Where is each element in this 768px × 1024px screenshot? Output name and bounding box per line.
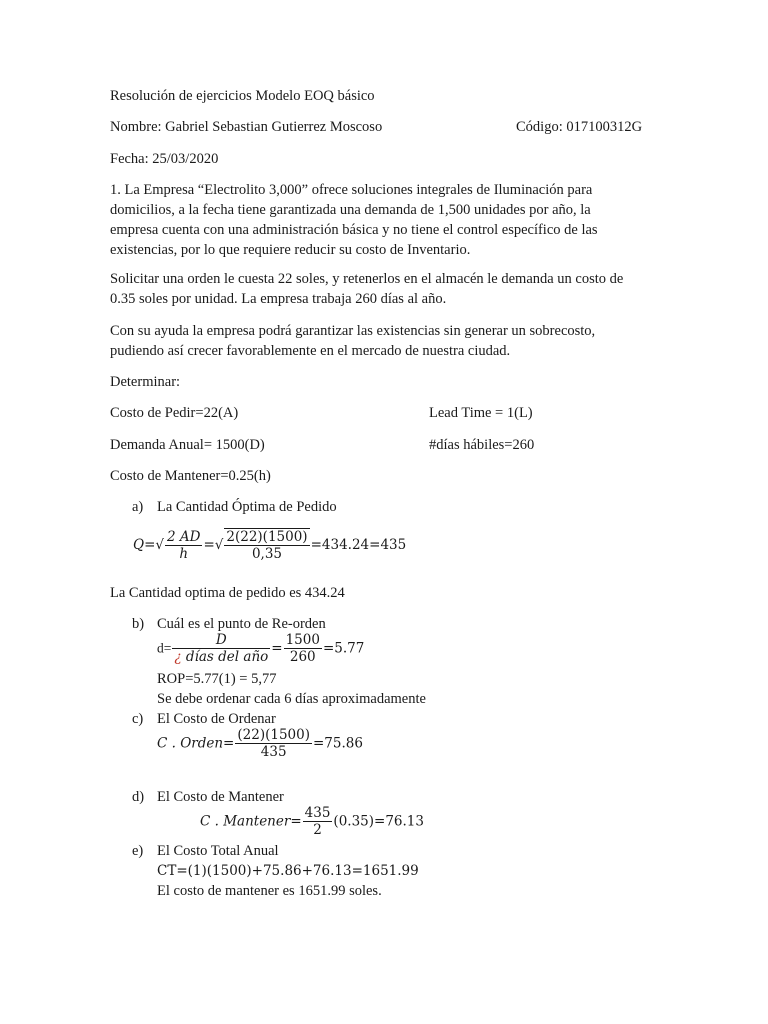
document-title: Resolución de ejercicios Modelo EOQ básico <box>110 88 375 104</box>
total-cost-formula: CT=(1)(1500)+75.86+76.13=1651.99 <box>157 863 419 879</box>
rop-note: Se debe ordenar cada 6 días aproximadamente <box>157 691 426 707</box>
item-e-label: e) <box>132 843 144 859</box>
holding-cost-fraction: $\frac{435}{2}$ <box>304 805 331 838</box>
given-costo-pedir: Costo de Pedir=22(A) <box>110 405 239 421</box>
daily-demand-lhs: d= <box>157 640 172 656</box>
holding-cost-lhs: C . Mantener= <box>200 813 302 830</box>
total-cost-conclusion: El costo de mantener es 1651.99 soles. <box>157 883 382 899</box>
daily-demand-formula: d= $\frac{D}{\text{¿ días del año}}$ = $\frac{1500}{260}$ =5.77 <box>157 632 365 665</box>
given-demanda: Demanda Anual= 1500(D) <box>110 437 265 453</box>
determinar-label: Determinar: <box>110 374 181 390</box>
item-b-label: b) <box>132 616 145 632</box>
eoq-fraction-numeric: $\frac{2(22)(1500)}{0,35}$ <box>226 529 308 562</box>
student-code: Código: 017100312G <box>516 119 643 135</box>
problem-paragraph-3: Con su ayuda la empresa podrá garantizar las existencias sin generar un sobrecosto, pudiendo así crecer favorablemente en el mercado de nuestra ciudad. <box>110 323 596 359</box>
item-a-label: a) <box>132 499 144 515</box>
daily-demand-fraction-symbolic: $\frac{D}{\text{¿ días del año}}$ <box>174 632 269 665</box>
given-lead-time: Lead Time = 1(L) <box>429 405 533 421</box>
student-name: Nombre: Gabriel Sebastian Gutierrez Moscoso <box>110 119 383 135</box>
ordering-cost-lhs: C . Orden= <box>157 735 235 752</box>
ordering-cost-fraction: $\frac{(22)(1500)}{435}$ <box>237 727 310 760</box>
eoq-lhs: Q=√ <box>133 537 164 553</box>
given-costo-mantener: Costo de Mantener=0.25(h) <box>110 468 271 484</box>
daily-demand-fraction-numeric: $\frac{1500}{260}$ <box>285 632 320 665</box>
problem-paragraph-2: Solicitar una orden le cuesta 22 soles, y retenerlos en el almacén le demanda un costo de 0.35 soles por unidad. La empresa trabaja 260 días al año. <box>110 271 624 307</box>
item-b-title: Cuál es el punto de Re-orden <box>157 616 326 632</box>
eoq-formula <box>133 528 406 562</box>
equation-error-mark: ¿ <box>174 649 182 665</box>
eoq-result: =434.24=435 <box>310 537 407 553</box>
daily-demand-result: =5.77 <box>322 640 365 657</box>
item-d-label: d) <box>132 789 145 805</box>
item-a-title: La Cantidad Óptima de Pedido <box>157 499 337 515</box>
document-date: Fecha: 25/03/2020 <box>110 151 219 167</box>
given-dias-habiles: #días hábiles=260 <box>429 437 535 453</box>
rop-line: ROP=5.77(1) = 5,77 <box>157 671 277 687</box>
item-c-title: El Costo de Ordenar <box>157 711 276 727</box>
item-c-label: c) <box>132 711 144 727</box>
holding-cost-result: (0.35)=76.13 <box>333 813 424 830</box>
holding-cost-formula <box>200 805 424 838</box>
ordering-cost-result: =75.86 <box>312 735 363 752</box>
problem-paragraph-1: 1. La Empresa “Electrolito 3,000” ofrece soluciones integrales de Iluminación para domicilios, a la fecha tiene garantizada una demanda de 1,500 unidades por año, la empresa cuenta con una administración básica y no tiene el control específico de las existencias, por lo que requiere reducir su costo de Inventario. <box>110 182 598 258</box>
item-d-title: El Costo de Mantener <box>157 789 284 805</box>
item-e-title: El Costo Total Anual <box>157 843 279 859</box>
eoq-fraction-symbolic: $\frac{2 AD}{h}$ <box>166 528 201 562</box>
eoq-conclusion: La Cantidad optima de pedido es 434.24 <box>110 585 345 601</box>
ordering-cost-formula <box>157 727 363 760</box>
eoq-equals-sqrt: =√ <box>203 537 224 553</box>
